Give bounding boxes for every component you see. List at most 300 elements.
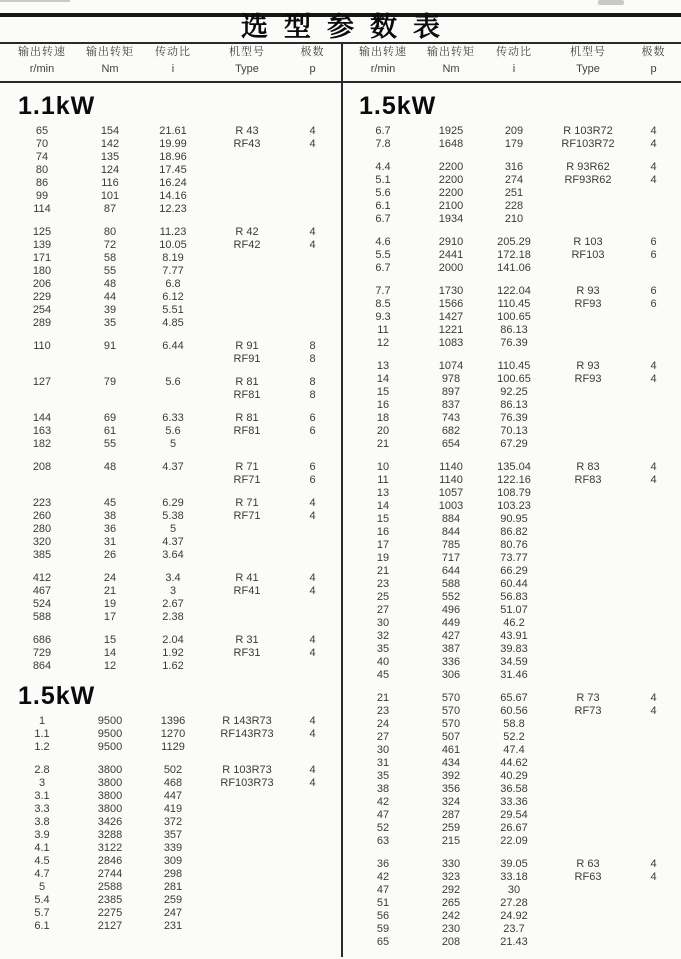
cell-output-torque: 1003 (438, 500, 464, 512)
cell-output-torque: 230 (441, 923, 461, 935)
cell-output-speed: 7.8 (375, 138, 391, 150)
cell-output-speed: 65 (376, 936, 390, 948)
cell-poles (285, 881, 340, 894)
cell-poles (285, 523, 340, 536)
cell-model-type (209, 868, 285, 881)
table-row (1, 920, 340, 933)
cell-output-speed: 23 (376, 705, 390, 717)
cell-output-speed: 35 (376, 770, 390, 782)
cell-poles (285, 291, 340, 304)
cell-output-torque: 259 (441, 822, 461, 834)
cell-ratio: 44.62 (500, 757, 528, 769)
cell-poles: 4 (309, 764, 316, 776)
cell-ratio: 34.59 (500, 656, 528, 668)
row-group (342, 236, 681, 275)
table-row (1, 239, 340, 252)
col-header-unit: Nm (101, 63, 119, 75)
cell-ratio: 447 (163, 790, 183, 802)
cell-output-torque: 14 (103, 647, 117, 659)
power-section-heading: 1.5kW (359, 92, 437, 120)
cell-output-torque: 287 (441, 809, 461, 821)
table-row (1, 510, 340, 523)
cell-output-speed: 65 (35, 125, 49, 137)
table-row (342, 871, 681, 884)
cell-poles (626, 337, 681, 350)
cell-poles (285, 907, 340, 920)
cell-output-torque: 9500 (97, 728, 123, 740)
cell-poles: 4 (650, 360, 657, 372)
cell-ratio: 76.39 (500, 337, 528, 349)
cell-model-type (209, 177, 285, 190)
cell-model-type (550, 718, 626, 731)
table-row (342, 822, 681, 835)
col-header-label: 极数 (641, 46, 666, 58)
cell-poles: 4 (650, 858, 657, 870)
cell-output-torque: 1934 (438, 213, 464, 225)
table-row (1, 523, 340, 536)
row-group (1, 125, 340, 216)
table-row (342, 923, 681, 936)
col-header-unit: i (512, 63, 516, 75)
cell-output-speed: 31 (376, 757, 390, 769)
cell-output-speed: 5.5 (375, 249, 391, 261)
row-group (342, 858, 681, 949)
cell-ratio: 1270 (160, 728, 186, 740)
cell-ratio: 26.67 (500, 822, 528, 834)
cell-ratio: 21.43 (500, 936, 528, 948)
cell-poles (285, 265, 340, 278)
cell-output-torque: 45 (103, 497, 117, 509)
cell-model-type (550, 200, 626, 213)
cell-ratio: 468 (163, 777, 183, 789)
cell-model-type (550, 552, 626, 565)
cell-output-torque (83, 474, 137, 487)
col-header-output-speed (1, 46, 83, 76)
cell-poles (626, 578, 681, 591)
cell-output-speed: 320 (32, 536, 52, 548)
cell-poles: 6 (650, 236, 657, 248)
table-row (1, 177, 340, 190)
cell-output-speed: 6.7 (375, 125, 391, 137)
table-row (1, 660, 340, 673)
cell-model-type: RF71 (233, 474, 261, 486)
row-group (342, 285, 681, 350)
cell-ratio: 247 (163, 907, 183, 919)
table-row (1, 585, 340, 598)
cell-poles (626, 386, 681, 399)
cell-output-speed: 16 (376, 399, 390, 411)
cell-ratio: 1129 (161, 741, 185, 753)
cell-output-speed: 21 (376, 692, 390, 704)
cell-output-torque: 654 (441, 438, 461, 450)
cell-output-torque: 2200 (438, 187, 464, 199)
cell-output-speed: 7.7 (375, 285, 391, 297)
table-row (1, 438, 340, 451)
cell-model-type (550, 262, 626, 275)
cell-poles: 4 (650, 705, 657, 717)
table-row (1, 265, 340, 278)
power-section-heading: 1.5kW (18, 682, 96, 710)
cell-output-torque: 2100 (438, 200, 464, 212)
table-row (342, 643, 681, 656)
cell-ratio: 209 (504, 125, 524, 137)
table-row (1, 549, 340, 562)
col-header-unit: i (171, 63, 175, 75)
cell-output-speed: 24 (376, 718, 390, 730)
cell-output-torque: 434 (441, 757, 461, 769)
cell-output-speed: 163 (32, 425, 52, 437)
cell-output-torque: 2275 (97, 907, 123, 919)
cell-output-torque: 324 (441, 796, 461, 808)
cell-poles (285, 177, 340, 190)
cell-output-torque: 1140 (439, 474, 463, 486)
cell-poles (626, 936, 681, 949)
cell-ratio: 4.85 (162, 317, 184, 329)
cell-ratio: 47.4 (503, 744, 525, 756)
cell-poles (626, 213, 681, 226)
cell-output-torque: 36 (103, 523, 117, 535)
cell-output-torque: 1566 (438, 298, 464, 310)
cell-output-torque: 1427 (438, 311, 464, 323)
cell-poles: 6 (650, 298, 657, 310)
cell-output-speed: 3.3 (34, 803, 50, 815)
table-row (1, 164, 340, 177)
cell-poles (626, 438, 681, 451)
cell-ratio: 22.09 (500, 835, 528, 847)
cell-ratio (137, 353, 209, 366)
cell-ratio: 6.29 (162, 497, 184, 509)
cell-poles: 4 (650, 461, 657, 473)
cell-model-type (550, 399, 626, 412)
cell-poles (626, 552, 681, 565)
cell-model-type (550, 669, 626, 682)
cell-output-speed: 17 (376, 539, 390, 551)
cell-output-speed: 15 (376, 513, 390, 525)
table-row (1, 317, 340, 330)
col-header-model-type (209, 46, 285, 76)
cell-poles (285, 190, 340, 203)
cell-poles (285, 660, 340, 673)
cell-poles: 4 (309, 138, 316, 150)
cell-output-torque: 427 (441, 630, 461, 642)
cell-output-torque: 3800 (97, 777, 123, 789)
cell-output-torque: 884 (441, 513, 461, 525)
cell-output-speed: 38 (376, 783, 390, 795)
cell-output-speed: 30 (376, 744, 390, 756)
col-header-ratio (478, 46, 550, 76)
cell-model-type (550, 438, 626, 451)
table-row (1, 125, 340, 138)
cell-poles (626, 718, 681, 731)
cell-output-speed: 80 (35, 164, 49, 176)
cell-poles (626, 731, 681, 744)
cell-ratio: 103.23 (497, 500, 531, 512)
cell-output-speed: 8.5 (375, 298, 391, 310)
cell-output-torque: 17 (103, 611, 117, 623)
cell-output-speed: 385 (32, 549, 52, 561)
cell-ratio: 141.06 (497, 262, 531, 274)
cell-ratio: 2.38 (162, 611, 184, 623)
cell-ratio: 3 (169, 585, 177, 597)
cell-poles: 4 (650, 692, 657, 704)
table-row (342, 360, 681, 373)
table-row (342, 399, 681, 412)
cell-poles (285, 842, 340, 855)
table-row (342, 578, 681, 591)
cell-output-speed: 5.6 (375, 187, 391, 199)
cell-model-type: RF143R73 (220, 728, 274, 740)
table-row (342, 249, 681, 262)
cell-poles: 6 (309, 474, 316, 486)
cell-output-torque: 3800 (97, 790, 123, 802)
cell-ratio: 31.46 (500, 669, 528, 681)
cell-output-torque: 496 (441, 604, 461, 616)
cell-model-type: R 93R62 (566, 161, 610, 173)
col-header-unit: p (650, 63, 657, 75)
cell-ratio: 1396 (160, 715, 186, 727)
table-row (1, 226, 340, 239)
cell-output-speed: 20 (376, 425, 390, 437)
cell-poles (626, 669, 681, 682)
cell-output-torque: 3426 (97, 816, 123, 828)
table-row (1, 291, 340, 304)
table-row (342, 552, 681, 565)
cell-output-torque: 2385 (97, 894, 123, 906)
row-group (1, 572, 340, 624)
table-row (1, 278, 340, 291)
table-row (342, 438, 681, 451)
cell-ratio: 309 (163, 855, 183, 867)
table-row (342, 617, 681, 630)
cell-ratio: 51.07 (500, 604, 528, 616)
cell-ratio: 108.79 (497, 487, 531, 499)
cell-output-speed: 2.8 (34, 764, 50, 776)
cell-model-type (209, 278, 285, 291)
table-row (342, 656, 681, 669)
cell-model-type (550, 796, 626, 809)
cell-output-speed: 206 (32, 278, 52, 290)
cell-output-speed: 45 (376, 669, 390, 681)
cell-model-type (209, 549, 285, 562)
col-header-poles (285, 46, 340, 76)
cell-output-torque: 552 (441, 591, 461, 603)
table-row (1, 868, 340, 881)
cell-output-torque: 2200 (438, 161, 464, 173)
cell-poles (285, 438, 340, 451)
cell-ratio: 1.62 (162, 660, 184, 672)
cell-output-torque: 330 (441, 858, 461, 870)
cell-ratio: 231 (163, 920, 183, 932)
cell-output-torque: 461 (441, 744, 461, 756)
cell-output-speed: 208 (32, 461, 52, 473)
cell-output-speed: 32 (376, 630, 390, 642)
table-row (1, 855, 340, 868)
cell-poles (285, 741, 340, 754)
cell-poles (626, 835, 681, 848)
cell-output-torque: 2910 (438, 236, 464, 248)
row-group (342, 461, 681, 682)
col-header-output-torque (424, 46, 478, 76)
table-row (342, 770, 681, 783)
cell-poles (285, 816, 340, 829)
cell-poles (626, 656, 681, 669)
table-row (1, 340, 340, 353)
cell-model-type (550, 783, 626, 796)
cell-poles (285, 803, 340, 816)
cell-output-torque: 978 (441, 373, 461, 385)
cell-ratio: 3.64 (162, 549, 184, 561)
cell-output-torque: 1083 (438, 337, 464, 349)
cell-model-type (209, 523, 285, 536)
cell-ratio: 502 (163, 764, 183, 776)
cell-model-type: R 81 (235, 412, 259, 424)
cell-output-torque: 570 (441, 718, 461, 730)
cell-output-torque: 570 (441, 705, 461, 717)
table-row (1, 376, 340, 389)
cell-output-torque: 785 (441, 539, 461, 551)
cell-model-type (550, 513, 626, 526)
cell-poles (626, 565, 681, 578)
cell-model-type (550, 425, 626, 438)
cell-poles: 4 (309, 715, 316, 727)
cell-output-speed: 229 (32, 291, 52, 303)
cell-ratio: 12.23 (159, 203, 187, 215)
col-header-unit: Nm (442, 63, 460, 75)
col-header-label: 机型号 (229, 46, 265, 58)
cell-output-speed: 16 (376, 526, 390, 538)
cell-ratio: 5 (169, 438, 177, 450)
row-group (1, 340, 340, 366)
cell-output-torque: 208 (441, 936, 461, 948)
cell-model-type: R 73 (576, 692, 600, 704)
table-row (1, 353, 340, 366)
table-row (1, 190, 340, 203)
cell-model-type (550, 630, 626, 643)
cell-output-torque: 19 (103, 598, 117, 610)
table-row (1, 536, 340, 549)
cell-output-speed: 864 (32, 660, 52, 672)
cell-poles (285, 536, 340, 549)
cell-ratio: 21.61 (159, 125, 187, 137)
cell-output-speed: 51 (376, 897, 390, 909)
cell-model-type (209, 265, 285, 278)
table-row (342, 412, 681, 425)
table-row (342, 897, 681, 910)
cell-model-type (209, 611, 285, 624)
table-header-right (342, 46, 681, 76)
cell-output-torque: 3288 (97, 829, 123, 841)
row-group (1, 497, 340, 562)
cell-output-torque: 61 (103, 425, 117, 437)
cell-model-type: R 93 (576, 360, 600, 372)
table-row (342, 744, 681, 757)
cell-model-type (209, 829, 285, 842)
cell-output-speed: 4.1 (34, 842, 50, 854)
cell-model-type: RF81 (233, 389, 261, 401)
cell-model-type (550, 884, 626, 897)
cell-ratio: 205.29 (497, 236, 531, 248)
col-header-poles (626, 46, 681, 76)
cell-ratio: 5.6 (165, 425, 181, 437)
cell-output-torque: 154 (100, 125, 120, 137)
cell-output-torque: 31 (103, 536, 117, 548)
cell-ratio (137, 389, 209, 402)
table-row (1, 790, 340, 803)
cell-output-torque: 48 (103, 461, 117, 473)
cell-output-speed: 5.1 (375, 174, 391, 186)
table-row (1, 829, 340, 842)
cell-model-type (550, 565, 626, 578)
cell-output-speed: 254 (32, 304, 52, 316)
table-row (1, 611, 340, 624)
cell-poles (285, 304, 340, 317)
table-row (1, 138, 340, 151)
cell-model-type (550, 897, 626, 910)
row-group (342, 360, 681, 451)
table-row (342, 526, 681, 539)
cell-model-type (550, 757, 626, 770)
cell-output-torque: 72 (103, 239, 117, 251)
cell-output-torque: 588 (441, 578, 461, 590)
row-group (342, 692, 681, 848)
cell-poles: 4 (309, 572, 316, 584)
cell-ratio: 60.44 (500, 578, 528, 590)
cell-model-type (550, 412, 626, 425)
cell-model-type (209, 660, 285, 673)
cell-poles: 4 (650, 125, 657, 137)
cell-model-type: R 103R72 (563, 125, 613, 137)
cell-ratio: 122.16 (497, 474, 531, 486)
cell-output-speed: 21 (376, 565, 390, 577)
cell-poles: 4 (650, 161, 657, 173)
table-row (1, 715, 340, 728)
cell-output-speed: 25 (376, 591, 390, 603)
cell-model-type: R 41 (235, 572, 259, 584)
cell-output-speed: 13 (376, 360, 390, 372)
cell-model-type (550, 731, 626, 744)
table-row (342, 783, 681, 796)
cell-poles (626, 783, 681, 796)
cell-poles (285, 317, 340, 330)
cell-output-torque: 142 (100, 138, 120, 150)
cell-model-type: R 91 (235, 340, 259, 352)
cell-output-torque: 336 (441, 656, 461, 668)
cell-output-speed: 21 (376, 438, 390, 450)
cell-model-type (550, 324, 626, 337)
cell-poles (626, 617, 681, 630)
cell-model-type (209, 920, 285, 933)
cell-output-torque: 844 (441, 526, 461, 538)
col-header-label: 输出转速 (18, 46, 66, 58)
cell-poles: 4 (309, 634, 316, 646)
cell-output-speed: 125 (32, 226, 52, 238)
cell-output-torque: 87 (103, 203, 117, 215)
cell-ratio: 122.04 (497, 285, 531, 297)
table-row (1, 634, 340, 647)
cell-poles (626, 412, 681, 425)
cell-output-speed: 182 (32, 438, 52, 450)
cell-ratio: 172.18 (497, 249, 531, 261)
cell-model-type (209, 790, 285, 803)
power-section-heading: 1.1kW (18, 92, 96, 120)
cell-output-torque: 717 (441, 552, 461, 564)
cell-output-torque: 24 (103, 572, 117, 584)
cell-poles: 4 (309, 125, 316, 137)
cell-output-speed: 110 (33, 340, 51, 352)
scan-artifact (598, 0, 624, 5)
cell-poles (626, 539, 681, 552)
cell-poles (626, 425, 681, 438)
